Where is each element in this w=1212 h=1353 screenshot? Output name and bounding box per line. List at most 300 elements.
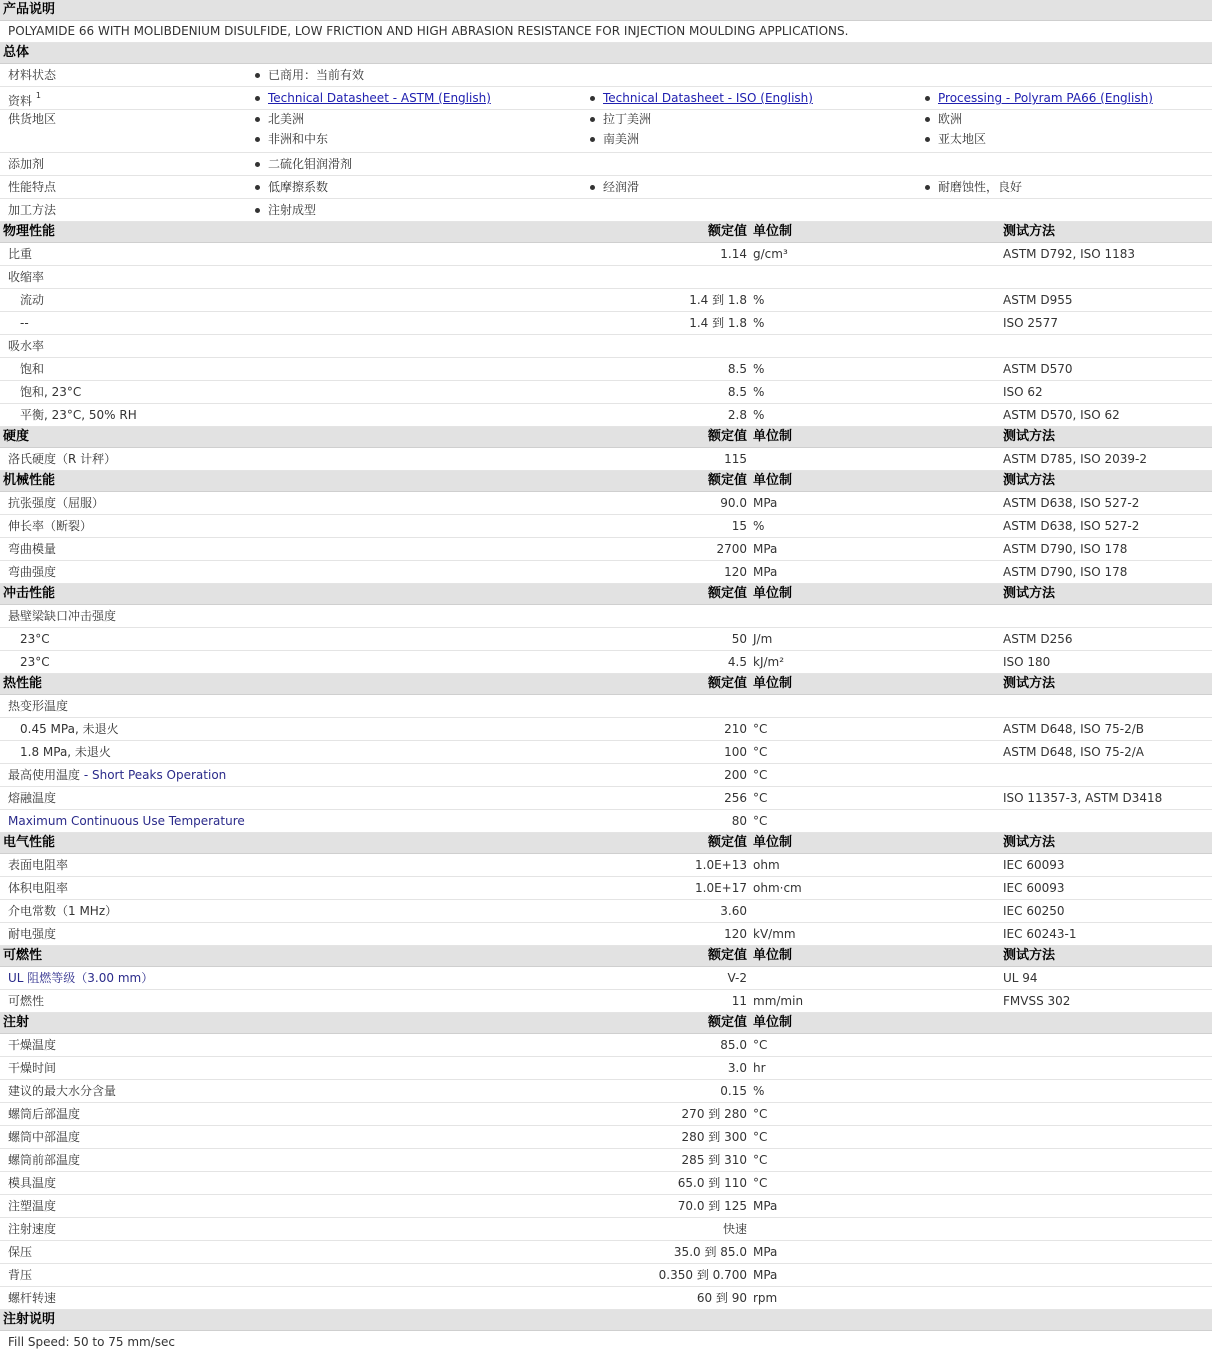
property-label bbox=[8, 561, 56, 583]
section-title: 电气性能 bbox=[3, 835, 56, 850]
description-row bbox=[0, 21, 1212, 43]
bullet-icon bbox=[255, 117, 260, 122]
table-row bbox=[0, 990, 1212, 1013]
property-label bbox=[8, 764, 226, 786]
field-value: 注射成型 bbox=[268, 203, 317, 217]
property-label bbox=[8, 810, 245, 832]
section-title: 硬度 bbox=[3, 429, 30, 444]
property-label-text: 吸水率 bbox=[8, 339, 45, 353]
property-label bbox=[8, 877, 68, 899]
product-description: POLYAMIDE 66 WITH MOLIBDENIUM DISULFIDE, LOW FRICTION AND HIGH ABRASION RESISTANCE FOR INJECTION MOULDING APPLICATIONS. bbox=[8, 24, 849, 38]
property-value: 210 bbox=[724, 722, 747, 736]
property-value: 3.60 bbox=[720, 904, 747, 918]
table-row bbox=[0, 605, 1212, 628]
property-method: ASTM D648, ISO 75-2/B bbox=[1003, 722, 1145, 736]
property-method: FMVSS 302 bbox=[1003, 994, 1071, 1008]
property-unit: °C bbox=[753, 1107, 768, 1121]
bullet-icon bbox=[590, 185, 595, 190]
property-label bbox=[8, 923, 56, 945]
property-label-text: 热变形温度 bbox=[8, 699, 69, 713]
property-unit: kJ/m² bbox=[753, 655, 785, 669]
property-value: 1.0E+17 bbox=[695, 881, 747, 895]
property-label-text: -- bbox=[20, 316, 29, 330]
section-impact bbox=[0, 584, 1212, 605]
bullet-icon bbox=[255, 162, 260, 167]
table-row bbox=[0, 877, 1212, 900]
property-label bbox=[20, 718, 119, 740]
header-unit: 单位制 bbox=[753, 948, 793, 963]
property-label bbox=[20, 404, 137, 426]
property-value: 200 bbox=[724, 768, 747, 782]
section-hardness bbox=[0, 427, 1212, 448]
injection-notes-text: Fill Speed: 50 to 75 mm/sec bbox=[8, 1335, 176, 1349]
field-value: 低摩擦系数 bbox=[268, 180, 329, 194]
table-row bbox=[0, 923, 1212, 946]
table-row bbox=[0, 404, 1212, 427]
property-unit: kV/mm bbox=[753, 927, 796, 941]
property-unit: ohm bbox=[753, 858, 780, 872]
property-unit: MPa bbox=[753, 1245, 778, 1259]
table-row bbox=[0, 787, 1212, 810]
property-unit: MPa bbox=[753, 1268, 778, 1282]
property-label-text: 伸长率（断裂） bbox=[8, 519, 93, 533]
header-method: 测试方法 bbox=[1003, 429, 1056, 444]
property-value: 15 bbox=[731, 519, 747, 533]
property-label bbox=[8, 605, 116, 627]
property-value: 120 bbox=[724, 565, 747, 579]
property-value: 280 到 300 bbox=[681, 1130, 747, 1144]
property-value: 0.350 到 0.700 bbox=[658, 1268, 747, 1282]
table-row bbox=[0, 515, 1212, 538]
property-unit: rpm bbox=[753, 1291, 778, 1305]
region: 亚太地区 bbox=[938, 132, 987, 146]
property-label bbox=[8, 1287, 56, 1309]
table-row bbox=[0, 538, 1212, 561]
property-label bbox=[8, 1172, 56, 1194]
header-method: 测试方法 bbox=[1003, 676, 1056, 691]
property-method: IEC 60250 bbox=[1003, 904, 1065, 918]
table-row bbox=[0, 1218, 1212, 1241]
property-unit: ohm·cm bbox=[753, 881, 802, 895]
property-unit: mm/min bbox=[753, 994, 804, 1008]
header-method: 测试方法 bbox=[1003, 835, 1056, 850]
table-row bbox=[0, 358, 1212, 381]
header-method: 测试方法 bbox=[1003, 586, 1056, 601]
property-value: 60 到 90 bbox=[696, 1291, 747, 1305]
property-label bbox=[8, 787, 56, 809]
section-injection bbox=[0, 1013, 1212, 1034]
property-value: 120 bbox=[724, 927, 747, 941]
property-unit: % bbox=[753, 408, 765, 422]
general-row-documents bbox=[0, 87, 1212, 110]
field-label: 添加剂 bbox=[8, 157, 45, 171]
header-nominal: 额定值 bbox=[707, 224, 747, 239]
bullet-icon bbox=[590, 117, 595, 122]
table-row bbox=[0, 695, 1212, 718]
property-label-text: UL 阻燃等级（3.00 mm） bbox=[8, 971, 154, 985]
property-value: 8.5 bbox=[727, 385, 747, 399]
property-label-text: 平衡, 23°C, 50% RH bbox=[20, 408, 137, 422]
region: 北美洲 bbox=[268, 112, 305, 126]
general-row-material-status bbox=[0, 64, 1212, 87]
property-label bbox=[8, 1149, 80, 1171]
property-label bbox=[8, 492, 104, 514]
property-label bbox=[8, 854, 68, 876]
property-value: 2.8 bbox=[727, 408, 747, 422]
header-unit: 单位制 bbox=[753, 224, 793, 239]
property-method: IEC 60093 bbox=[1003, 881, 1065, 895]
field-label: 供货地区 bbox=[8, 112, 57, 126]
property-label bbox=[8, 1080, 116, 1102]
property-label-text: 23°C bbox=[20, 655, 50, 669]
table-row bbox=[0, 1126, 1212, 1149]
property-label bbox=[20, 651, 50, 673]
field-value: 已商用：当前有效 bbox=[268, 68, 365, 82]
table-row bbox=[0, 967, 1212, 990]
field-value: 二硫化钼润滑剂 bbox=[268, 157, 353, 171]
field-label: 性能特点 bbox=[8, 180, 57, 194]
property-label bbox=[8, 967, 153, 989]
table-row bbox=[0, 243, 1212, 266]
property-unit: °C bbox=[753, 768, 768, 782]
property-label-text: 模具温度 bbox=[8, 1176, 57, 1190]
property-value: 50 bbox=[731, 632, 747, 646]
property-unit: % bbox=[753, 362, 765, 376]
property-label-text: 饱和, 23°C bbox=[20, 385, 82, 399]
property-unit: MPa bbox=[753, 496, 778, 510]
table-row bbox=[0, 764, 1212, 787]
property-sections bbox=[0, 222, 1212, 1310]
bullet-icon bbox=[255, 137, 260, 142]
bullet-icon bbox=[590, 96, 595, 101]
property-value: 80 bbox=[731, 814, 747, 828]
property-label-text: 背压 bbox=[8, 1268, 33, 1282]
bullet-icon bbox=[925, 137, 930, 142]
section-title: 热性能 bbox=[3, 676, 43, 691]
property-label-text: Maximum Continuous Use Temperature bbox=[8, 814, 245, 828]
header-nominal: 额定值 bbox=[707, 586, 747, 601]
section-physical bbox=[0, 222, 1212, 243]
header-nominal: 额定值 bbox=[707, 948, 747, 963]
property-method: ASTM D570 bbox=[1003, 362, 1073, 376]
section-general bbox=[0, 43, 1212, 64]
property-label-text: 比重 bbox=[8, 247, 33, 261]
property-label-text: 最高使用温度 bbox=[8, 768, 81, 782]
table-row bbox=[0, 312, 1212, 335]
header-unit: 单位制 bbox=[753, 429, 793, 444]
property-value: 115 bbox=[724, 452, 747, 466]
section-mechanical bbox=[0, 471, 1212, 492]
header-nominal: 额定值 bbox=[707, 835, 747, 850]
property-unit: °C bbox=[753, 1130, 768, 1144]
region: 非洲和中东 bbox=[268, 132, 329, 146]
property-value: 256 bbox=[724, 791, 747, 805]
property-label-text: 弯曲模量 bbox=[8, 542, 57, 556]
property-label bbox=[20, 289, 44, 311]
property-label bbox=[8, 1241, 32, 1263]
table-row bbox=[0, 381, 1212, 404]
property-label bbox=[8, 1195, 56, 1217]
table-row bbox=[0, 741, 1212, 764]
property-label bbox=[8, 335, 44, 357]
header-unit: 单位制 bbox=[753, 676, 793, 691]
property-label bbox=[8, 1103, 80, 1125]
table-row bbox=[0, 1103, 1212, 1126]
property-value: 270 到 280 bbox=[681, 1107, 747, 1121]
property-unit: MPa bbox=[753, 565, 778, 579]
table-row bbox=[0, 628, 1212, 651]
property-unit: hr bbox=[753, 1061, 766, 1075]
property-method: IEC 60243-1 bbox=[1003, 927, 1077, 941]
property-method: ISO 11357-3, ASTM D3418 bbox=[1003, 791, 1163, 805]
property-value: 1.0E+13 bbox=[695, 858, 747, 872]
property-label bbox=[20, 381, 81, 403]
section-electrical bbox=[0, 833, 1212, 854]
property-label-text: 0.45 MPa, 未退火 bbox=[20, 722, 119, 736]
property-label-text: 悬壁梁缺口冲击强度 bbox=[8, 609, 117, 623]
property-label-text: 注塑温度 bbox=[8, 1199, 57, 1213]
property-method: ASTM D638, ISO 527-2 bbox=[1003, 496, 1140, 510]
field-label: 加工方法 bbox=[8, 203, 57, 217]
section-title: 机械性能 bbox=[3, 473, 56, 488]
general-row-processing bbox=[0, 199, 1212, 222]
table-row bbox=[0, 289, 1212, 312]
property-value: 0.15 bbox=[720, 1084, 747, 1098]
property-method: UL 94 bbox=[1003, 971, 1038, 985]
property-label bbox=[8, 900, 117, 922]
bullet-icon bbox=[255, 185, 260, 190]
table-row bbox=[0, 1241, 1212, 1264]
header-unit: 单位制 bbox=[753, 1015, 793, 1030]
table-row bbox=[0, 1149, 1212, 1172]
property-label-text: 螺筒后部温度 bbox=[8, 1107, 81, 1121]
field-value: 经润滑 bbox=[603, 180, 640, 194]
property-label-text: 可燃性 bbox=[8, 994, 45, 1008]
property-label bbox=[8, 990, 44, 1012]
property-label-text: 饱和 bbox=[20, 362, 45, 376]
bullet-icon bbox=[255, 73, 260, 78]
field-label: 资料 $^1$ bbox=[8, 91, 41, 108]
property-label bbox=[8, 1218, 56, 1240]
table-row bbox=[0, 900, 1212, 923]
section-title: 冲击性能 bbox=[3, 586, 56, 601]
property-label-text: 干燥温度 bbox=[8, 1038, 57, 1052]
general-row-additive bbox=[0, 153, 1212, 176]
property-label-text: 干燥时间 bbox=[8, 1061, 57, 1075]
header-nominal: 额定值 bbox=[707, 676, 747, 691]
property-label-text: 流动 bbox=[20, 293, 45, 307]
field-label: 材料状态 bbox=[8, 68, 57, 82]
property-unit: °C bbox=[753, 722, 768, 736]
property-method: ASTM D792, ISO 1183 bbox=[1003, 247, 1136, 261]
property-label bbox=[8, 448, 116, 470]
property-value: 快速 bbox=[722, 1222, 747, 1236]
property-label-text: 表面电阻率 bbox=[8, 858, 69, 872]
property-label-text: 23°C bbox=[20, 632, 50, 646]
header-unit: 单位制 bbox=[753, 586, 793, 601]
property-method: ISO 62 bbox=[1003, 385, 1043, 399]
property-label bbox=[8, 1034, 56, 1056]
property-label-text: 收缩率 bbox=[8, 270, 45, 284]
property-label-text: 螺杆转速 bbox=[8, 1291, 57, 1305]
table-row bbox=[0, 1287, 1212, 1310]
doc-link-iso[interactable]: Technical Datasheet - ISO (English) bbox=[603, 91, 813, 105]
property-value: 3.0 bbox=[727, 1061, 747, 1075]
property-unit: °C bbox=[753, 1176, 768, 1190]
header-unit: 单位制 bbox=[753, 835, 793, 850]
section-flammability bbox=[0, 946, 1212, 967]
property-label-text: 螺筒中部温度 bbox=[8, 1130, 81, 1144]
property-label bbox=[20, 628, 50, 650]
property-method: ASTM D955 bbox=[1003, 293, 1073, 307]
table-row bbox=[0, 1195, 1212, 1218]
property-label bbox=[8, 515, 92, 537]
property-value: 4.5 bbox=[727, 655, 747, 669]
general-row-regions bbox=[0, 110, 1212, 153]
property-label bbox=[8, 266, 44, 288]
property-value: 2700 bbox=[716, 542, 747, 556]
property-method: IEC 60093 bbox=[1003, 858, 1065, 872]
header-nominal: 额定值 bbox=[707, 429, 747, 444]
property-value: 285 到 310 bbox=[681, 1153, 747, 1167]
property-value: 11 bbox=[731, 994, 747, 1008]
property-label-text: 建议的最大水分含量 bbox=[8, 1084, 117, 1098]
section-title: 可燃性 bbox=[3, 948, 43, 963]
property-value: 1.4 到 1.8 bbox=[689, 316, 747, 330]
table-row bbox=[0, 266, 1212, 289]
property-label-text: 抗张强度（屈服） bbox=[8, 496, 105, 510]
property-unit: °C bbox=[753, 814, 768, 828]
footnote-marker: 1 bbox=[35, 91, 41, 100]
property-label-text: 介电常数（1 MHz） bbox=[8, 904, 118, 918]
table-row bbox=[0, 1034, 1212, 1057]
region: 南美洲 bbox=[603, 132, 640, 146]
property-value: 70.0 到 125 bbox=[677, 1199, 747, 1213]
bullet-icon bbox=[925, 185, 930, 190]
bullet-icon bbox=[590, 137, 595, 142]
property-unit: °C bbox=[753, 791, 768, 805]
property-unit: % bbox=[753, 1084, 765, 1098]
property-label-text: 弯曲强度 bbox=[8, 565, 57, 579]
property-unit: g/cm³ bbox=[753, 247, 788, 261]
property-label bbox=[8, 1126, 80, 1148]
property-unit: % bbox=[753, 293, 765, 307]
property-unit: °C bbox=[753, 1153, 768, 1167]
table-row bbox=[0, 854, 1212, 877]
property-label bbox=[8, 538, 56, 560]
property-value: 1.14 bbox=[720, 247, 747, 261]
property-unit: °C bbox=[753, 1038, 768, 1052]
doc-link-astm[interactable]: Technical Datasheet - ASTM (English) bbox=[268, 91, 491, 105]
property-label-text: 螺筒前部温度 bbox=[8, 1153, 81, 1167]
property-unit: J/m bbox=[753, 632, 773, 646]
region: 欧洲 bbox=[938, 112, 963, 126]
property-label-text: 耐电强度 bbox=[8, 927, 57, 941]
section-injection-notes bbox=[0, 1310, 1212, 1331]
section-title: 产品说明 bbox=[3, 2, 56, 17]
property-value: 85.0 bbox=[720, 1038, 747, 1052]
property-value: 8.5 bbox=[727, 362, 747, 376]
table-row bbox=[0, 810, 1212, 833]
property-label bbox=[8, 1057, 56, 1079]
property-method: ASTM D648, ISO 75-2/A bbox=[1003, 745, 1144, 759]
general-row-features bbox=[0, 176, 1212, 199]
table-row bbox=[0, 1172, 1212, 1195]
property-value: V-2 bbox=[727, 971, 747, 985]
property-unit: % bbox=[753, 519, 765, 533]
table-row bbox=[0, 1264, 1212, 1287]
header-method: 测试方法 bbox=[1003, 948, 1056, 963]
property-method: ASTM D785, ISO 2039-2 bbox=[1003, 452, 1148, 466]
table-row bbox=[0, 335, 1212, 358]
property-label bbox=[20, 358, 44, 380]
property-unit: °C bbox=[753, 745, 768, 759]
property-value: 90.0 bbox=[720, 496, 747, 510]
property-label bbox=[8, 695, 68, 717]
table-row bbox=[0, 561, 1212, 584]
property-unit: MPa bbox=[753, 1199, 778, 1213]
table-row bbox=[0, 1080, 1212, 1103]
property-method: ASTM D790, ISO 178 bbox=[1003, 565, 1128, 579]
header-nominal: 额定值 bbox=[707, 473, 747, 488]
property-method: ASTM D256 bbox=[1003, 632, 1073, 646]
doc-link-processing[interactable]: Processing - Polyram PA66 (English) bbox=[938, 91, 1153, 105]
property-method: ISO 2577 bbox=[1003, 316, 1058, 330]
property-unit: % bbox=[753, 385, 765, 399]
section-title: 注射说明 bbox=[3, 1312, 56, 1327]
property-label bbox=[8, 1264, 32, 1286]
bullet-icon bbox=[925, 117, 930, 122]
property-method: ISO 180 bbox=[1003, 655, 1051, 669]
region: 拉丁美洲 bbox=[603, 112, 652, 126]
property-label-text: 注射速度 bbox=[8, 1222, 57, 1236]
property-method: ASTM D790, ISO 178 bbox=[1003, 542, 1128, 556]
section-title: 注射 bbox=[3, 1015, 30, 1030]
property-label bbox=[8, 243, 32, 265]
section-title: 总体 bbox=[3, 45, 30, 60]
header-method: 测试方法 bbox=[1003, 224, 1056, 239]
property-value: 1.4 到 1.8 bbox=[689, 293, 747, 307]
table-row bbox=[0, 718, 1212, 741]
property-label-text: 熔融温度 bbox=[8, 791, 57, 805]
property-method: ASTM D570, ISO 62 bbox=[1003, 408, 1120, 422]
bullet-icon bbox=[925, 96, 930, 101]
property-unit: MPa bbox=[753, 542, 778, 556]
bullet-icon bbox=[255, 208, 260, 213]
property-value: 35.0 到 85.0 bbox=[673, 1245, 747, 1259]
section-thermal bbox=[0, 674, 1212, 695]
property-label-text: 洛氏硬度（R 计秤） bbox=[8, 452, 117, 466]
bullet-icon bbox=[255, 96, 260, 101]
table-row bbox=[0, 1057, 1212, 1080]
table-row bbox=[0, 492, 1212, 515]
property-method: ASTM D638, ISO 527-2 bbox=[1003, 519, 1140, 533]
header-method: 测试方法 bbox=[1003, 473, 1056, 488]
property-value: 100 bbox=[724, 745, 747, 759]
table-row bbox=[0, 651, 1212, 674]
property-label bbox=[20, 312, 29, 334]
header-unit: 单位制 bbox=[753, 473, 793, 488]
header-nominal: 额定值 bbox=[707, 1015, 747, 1030]
property-unit: % bbox=[753, 316, 765, 330]
injection-notes-row bbox=[0, 1331, 1212, 1353]
property-label bbox=[20, 741, 111, 763]
table-row bbox=[0, 448, 1212, 471]
section-product-description bbox=[0, 0, 1212, 21]
property-label-text: 1.8 MPa, 未退火 bbox=[20, 745, 111, 759]
property-label-text: 体积电阻率 bbox=[8, 881, 69, 895]
field-value: 耐磨蚀性，良好 bbox=[938, 180, 1023, 194]
